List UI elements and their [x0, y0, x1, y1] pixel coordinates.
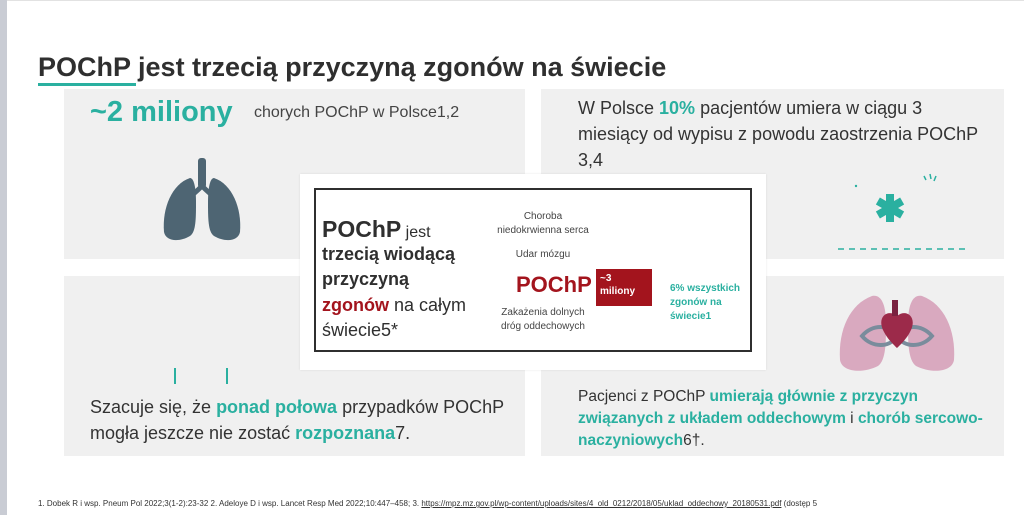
left-edge-bar: [0, 0, 7, 515]
patients-stat-desc: chorych POChP w Polsce1,2: [254, 104, 460, 121]
causes-text: Pacjenci z POChP umierają głównie z przyczyn związanych z układem oddechowym i chorób sercowo-naczyniowych6†.: [578, 388, 983, 449]
lungs-icon: [160, 158, 244, 244]
center-heading-line1: POChP jest: [322, 216, 431, 242]
undiagnosed-text: Szacuje się, że ponad połowa przypadków POChP mogła jeszcze nie zostać rozpoznana7.: [90, 397, 504, 443]
slide-title: [38, 52, 666, 83]
center-heading-line2: trzecią wiodącą: [322, 244, 456, 264]
center-heading-line3: przyczyną: [322, 269, 410, 289]
rank-4-cause: Zakażenia dolnych dróg oddechowych: [501, 307, 585, 332]
title-underline: [38, 83, 136, 86]
reference-link[interactable]: https://mpz.mz.gov.pl/wp-content/uploads/sites/4_old_0212/2018/05/uklad_oddechowy_20180531.pdf: [421, 499, 782, 508]
center-heading-line4: zgonów na całym: [322, 295, 467, 315]
deaths-badge: ~3 miliony: [596, 269, 652, 306]
patients-stat: ~2 miliony: [90, 96, 233, 128]
global-deaths-percent: 6% wszystkich zgonów na świecie1: [670, 283, 741, 322]
readmission-text: W Polsce 10% pacjentów umiera w ciągu 3 miesiący od wypisu z powodu zaostrzenia POChP 3,4: [578, 98, 978, 170]
title-strong: POChP: [38, 52, 131, 82]
rank-2-cause: Udar mózgu: [515, 249, 571, 260]
rank-1-cause: Choroba niedokrwienna serca: [497, 211, 589, 236]
asterisk-medical-icon: [836, 170, 970, 254]
top-divider: [7, 0, 1024, 1]
title-rest: jest trzecią przyczyną zgonów na świecie: [130, 52, 667, 82]
heart-lungs-icon: [832, 286, 962, 376]
references-footer: 1. Dobek R i wsp. Pneum Pol 2022;3(1-2):23-32 2. Adeloye D i wsp. Lancet Resp Med 2022;10:447–458; 3. https://mpz.mz.gov.pl/wp-content/uploads/sites/4_old_0212/2018/05/uklad_oddechowy_20180531.pdf (dostęp 5: [38, 499, 818, 508]
marker-lines-icon: [170, 366, 234, 386]
center-heading-line5: świecie5*: [322, 320, 399, 340]
rank-3-cause: POChP: [516, 272, 592, 297]
